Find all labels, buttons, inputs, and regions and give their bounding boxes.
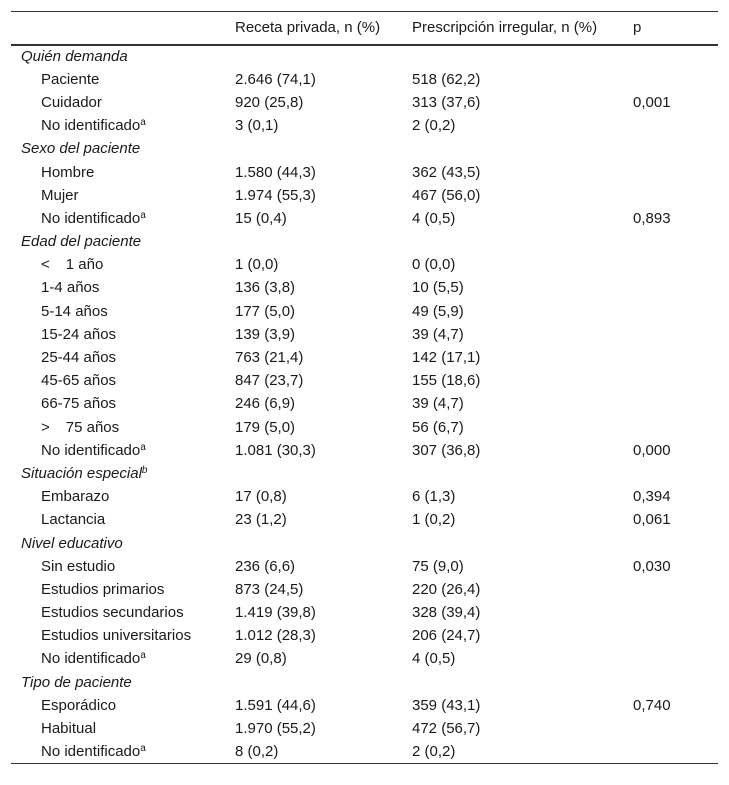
- prescripcion-irregular-cell: 75 (9,0): [412, 557, 464, 575]
- p-value-cell: 0,061: [633, 511, 671, 529]
- row-label: [11, 578, 235, 601]
- table-row: [11, 485, 718, 508]
- p-value-cell: [633, 392, 718, 415]
- prescripcion-irregular-cell: 4 (0,5): [412, 209, 456, 227]
- section-row: [11, 45, 718, 68]
- footnote-marker: a: [140, 209, 146, 221]
- section-row: [11, 462, 718, 485]
- p-value-cell: [633, 160, 718, 183]
- table-row: [11, 624, 718, 647]
- section-label-text: Nivel educativo: [21, 534, 123, 552]
- prescripcion-irregular-cell: 56 (6,7): [412, 418, 464, 436]
- footnote-marker: b: [141, 464, 148, 476]
- prescripcion-irregular-cell: 359 (43,1): [412, 696, 481, 714]
- row-label-text: Sin estudio: [41, 557, 116, 575]
- table-row: [11, 207, 718, 230]
- receta-privada-cell: 873 (24,5): [235, 580, 304, 598]
- section-row: [11, 671, 718, 694]
- row-label-text: No identificado: [41, 742, 141, 760]
- table-row: [11, 91, 718, 114]
- comparison-symbol: <: [41, 256, 50, 274]
- prescripcion-irregular-cell: 467 (56,0): [412, 186, 481, 204]
- row-label: [11, 114, 235, 137]
- row-label: [11, 601, 235, 624]
- table-body: [11, 45, 718, 764]
- p-value-cell: [633, 369, 718, 392]
- table-row: [11, 253, 718, 276]
- section-label: [11, 45, 718, 68]
- row-label-text: 1-4 años: [41, 279, 100, 297]
- table-row: [11, 276, 718, 299]
- row-label-text: 15-24 años: [41, 325, 117, 343]
- table-row: [11, 346, 718, 369]
- table-row: [11, 717, 718, 740]
- prescripcion-irregular-cell: 313 (37,6): [412, 93, 481, 111]
- row-label: [11, 485, 235, 508]
- prescripcion-irregular-cell: 206 (24,7): [412, 627, 481, 645]
- prescripcion-irregular-cell: 155 (18,6): [412, 372, 481, 390]
- prescripcion-irregular-cell: 518 (62,2): [412, 70, 481, 88]
- p-value-cell: [633, 346, 718, 369]
- row-label: [11, 184, 235, 207]
- p-value-cell: [633, 647, 718, 670]
- table-row: [11, 114, 718, 137]
- prescripcion-irregular-cell: 2 (0,2): [412, 740, 633, 763]
- p-value-cell: [633, 416, 718, 439]
- section-label: [11, 671, 718, 694]
- p-value-cell: [633, 300, 718, 323]
- receta-privada-cell: 1 (0,0): [235, 256, 279, 274]
- p-value-cell: [633, 717, 718, 740]
- prescripcion-irregular-cell: 39 (4,7): [412, 325, 464, 343]
- receta-privada-cell: 179 (5,0): [235, 418, 296, 436]
- p-value-cell: 0,394: [633, 488, 671, 506]
- receta-privada-cell: 15 (0,4): [235, 209, 287, 227]
- table-row: [11, 578, 718, 601]
- receta-privada-cell: 1.580 (44,3): [235, 163, 316, 181]
- row-label: [11, 369, 235, 392]
- receta-privada-cell: 246 (6,9): [235, 395, 296, 413]
- footnote-marker: a: [140, 650, 146, 662]
- table-row: [11, 184, 718, 207]
- receta-privada-cell: 136 (3,8): [235, 279, 296, 297]
- receta-privada-cell: 1.419 (39,8): [235, 604, 316, 622]
- receta-privada-cell: 763 (21,4): [235, 349, 304, 367]
- row-label: [11, 416, 235, 439]
- section-label-text: Situación especial: [21, 464, 142, 482]
- row-label-text: 66-75 años: [41, 395, 117, 413]
- row-label-text: No identificado: [41, 209, 141, 227]
- row-label-text: Estudios primarios: [41, 580, 165, 598]
- p-value-cell: [633, 323, 718, 346]
- row-label-text: 1 año: [65, 256, 104, 274]
- prescripcion-irregular-cell: 0 (0,0): [412, 256, 456, 274]
- table-row: [11, 694, 718, 717]
- row-label: [11, 253, 235, 276]
- row-label-text: Mujer: [41, 186, 79, 204]
- receta-privada-cell: 1.970 (55,2): [235, 720, 316, 738]
- row-label: [11, 392, 235, 415]
- table-row: [11, 439, 718, 462]
- row-label-text: Embarazo: [41, 488, 110, 506]
- footnote-marker: a: [140, 117, 146, 129]
- header-receta-privada: Receta privada, n (%): [235, 12, 412, 45]
- section-row: [11, 137, 718, 160]
- receta-privada-cell: 17 (0,8): [235, 488, 287, 506]
- receta-privada-cell: 847 (23,7): [235, 372, 304, 390]
- row-label: [11, 276, 235, 299]
- prescripcion-irregular-cell: 6 (1,3): [412, 488, 456, 506]
- table-row: [11, 323, 718, 346]
- receta-privada-cell: 3 (0,1): [235, 117, 279, 135]
- p-value-cell: 0,001: [633, 93, 671, 111]
- receta-privada-cell: 177 (5,0): [235, 302, 296, 320]
- row-label-text: Estudios secundarios: [41, 604, 184, 622]
- receta-privada-cell: 23 (1,2): [235, 511, 287, 529]
- receta-privada-cell: 1.974 (55,3): [235, 186, 316, 204]
- table-row: [11, 300, 718, 323]
- section-label: [11, 137, 718, 160]
- prescripcion-irregular-cell: 220 (26,4): [412, 580, 481, 598]
- row-label: [11, 346, 235, 369]
- row-label: [11, 207, 235, 230]
- p-value-cell: 0,740: [633, 696, 671, 714]
- prescripcion-irregular-cell: 2 (0,2): [412, 117, 456, 135]
- p-value-cell: [633, 253, 718, 276]
- row-label-text: 5-14 años: [41, 302, 108, 320]
- footnote-marker: a: [140, 742, 146, 754]
- receta-privada-cell: 1.591 (44,6): [235, 696, 316, 714]
- row-label: [11, 300, 235, 323]
- table-row: [11, 647, 718, 670]
- prescripcion-irregular-cell: 49 (5,9): [412, 302, 464, 320]
- prescripcion-irregular-cell: 362 (43,5): [412, 163, 481, 181]
- table-row: [11, 369, 718, 392]
- section-row: [11, 230, 718, 253]
- table-row: [11, 392, 718, 415]
- row-label-text: Cuidador: [41, 93, 102, 111]
- row-label: [11, 91, 235, 114]
- receta-privada-cell: 2.646 (74,1): [235, 70, 316, 88]
- p-value-cell: 0,893: [633, 209, 671, 227]
- section-label-text: Tipo de paciente: [21, 673, 132, 691]
- row-label-text: Habitual: [41, 720, 97, 738]
- p-value-cell: [633, 276, 718, 299]
- p-value-cell: [633, 578, 718, 601]
- row-label-text: No identificado: [41, 650, 141, 668]
- section-label-text: Edad del paciente: [21, 233, 142, 251]
- p-value-cell: [633, 624, 718, 647]
- row-label-text: Lactancia: [41, 511, 106, 529]
- row-label: [11, 717, 235, 740]
- prescripcion-irregular-cell: 1 (0,2): [412, 511, 456, 529]
- receta-privada-cell: 1.081 (30,3): [235, 441, 316, 459]
- section-label: [11, 462, 718, 485]
- row-label: [11, 740, 235, 763]
- p-value-cell: 0,000: [633, 441, 671, 459]
- table-row: [11, 555, 718, 578]
- table-row: [11, 416, 718, 439]
- p-value-cell: [633, 184, 718, 207]
- receta-privada-cell: 236 (6,6): [235, 557, 296, 575]
- receta-privada-cell: 920 (25,8): [235, 93, 304, 111]
- row-label-text: Paciente: [41, 70, 100, 88]
- p-value-cell: [633, 114, 718, 137]
- prescripcion-irregular-cell: 142 (17,1): [412, 349, 481, 367]
- prescripcion-irregular-cell: 328 (39,4): [412, 604, 481, 622]
- row-label-text: Estudios universitarios: [41, 627, 192, 645]
- section-label-text: Quién demanda: [21, 48, 128, 66]
- p-value-cell: [633, 740, 718, 763]
- table-row: [11, 601, 718, 624]
- header-p-value: p: [633, 12, 718, 45]
- comparison-symbol: >: [41, 418, 50, 436]
- row-label: [11, 508, 235, 531]
- header-row: [11, 12, 718, 45]
- row-label-text: 25-44 años: [41, 349, 117, 367]
- receta-privada-cell: 1.012 (28,3): [235, 627, 316, 645]
- table-row: [11, 508, 718, 531]
- section-label: [11, 230, 718, 253]
- footnote-marker: a: [140, 441, 146, 453]
- prescripcion-irregular-cell: 4 (0,5): [412, 650, 456, 668]
- row-label-text: Esporádico: [41, 696, 117, 714]
- row-label-text: No identificado: [41, 117, 141, 135]
- row-label: [11, 647, 235, 670]
- table-row: [11, 68, 718, 91]
- prescripcion-irregular-cell: 307 (36,8): [412, 441, 481, 459]
- receta-privada-cell: 29 (0,8): [235, 650, 287, 668]
- receta-privada-cell: 8 (0,2): [235, 740, 412, 763]
- row-label: [11, 439, 235, 462]
- row-label: [11, 624, 235, 647]
- receta-privada-cell: 139 (3,9): [235, 325, 296, 343]
- data-table: [11, 11, 718, 764]
- row-label: [11, 160, 235, 183]
- prescripcion-irregular-cell: 39 (4,7): [412, 395, 464, 413]
- prescripcion-irregular-cell: 10 (5,5): [412, 279, 464, 297]
- p-value-cell: [633, 601, 718, 624]
- table-row: [11, 160, 718, 183]
- prescripcion-irregular-cell: 472 (56,7): [412, 720, 481, 738]
- header-prescripcion-irregular: Prescripción irregular, n (%): [412, 12, 633, 45]
- row-label: [11, 694, 235, 717]
- header-empty: [11, 12, 235, 45]
- p-value-cell: 0,030: [633, 557, 671, 575]
- section-label: [11, 531, 718, 554]
- section-row: [11, 531, 718, 554]
- p-value-cell: [633, 68, 718, 91]
- row-label: [11, 68, 235, 91]
- row-label-text: Hombre: [41, 163, 95, 181]
- row-label-text: 75 años: [65, 418, 120, 436]
- row-label-text: No identificado: [41, 441, 141, 459]
- section-label-text: Sexo del paciente: [21, 140, 141, 158]
- row-label: [11, 555, 235, 578]
- row-label-text: 45-65 años: [41, 372, 117, 390]
- table-row: [11, 740, 718, 763]
- row-label: [11, 323, 235, 346]
